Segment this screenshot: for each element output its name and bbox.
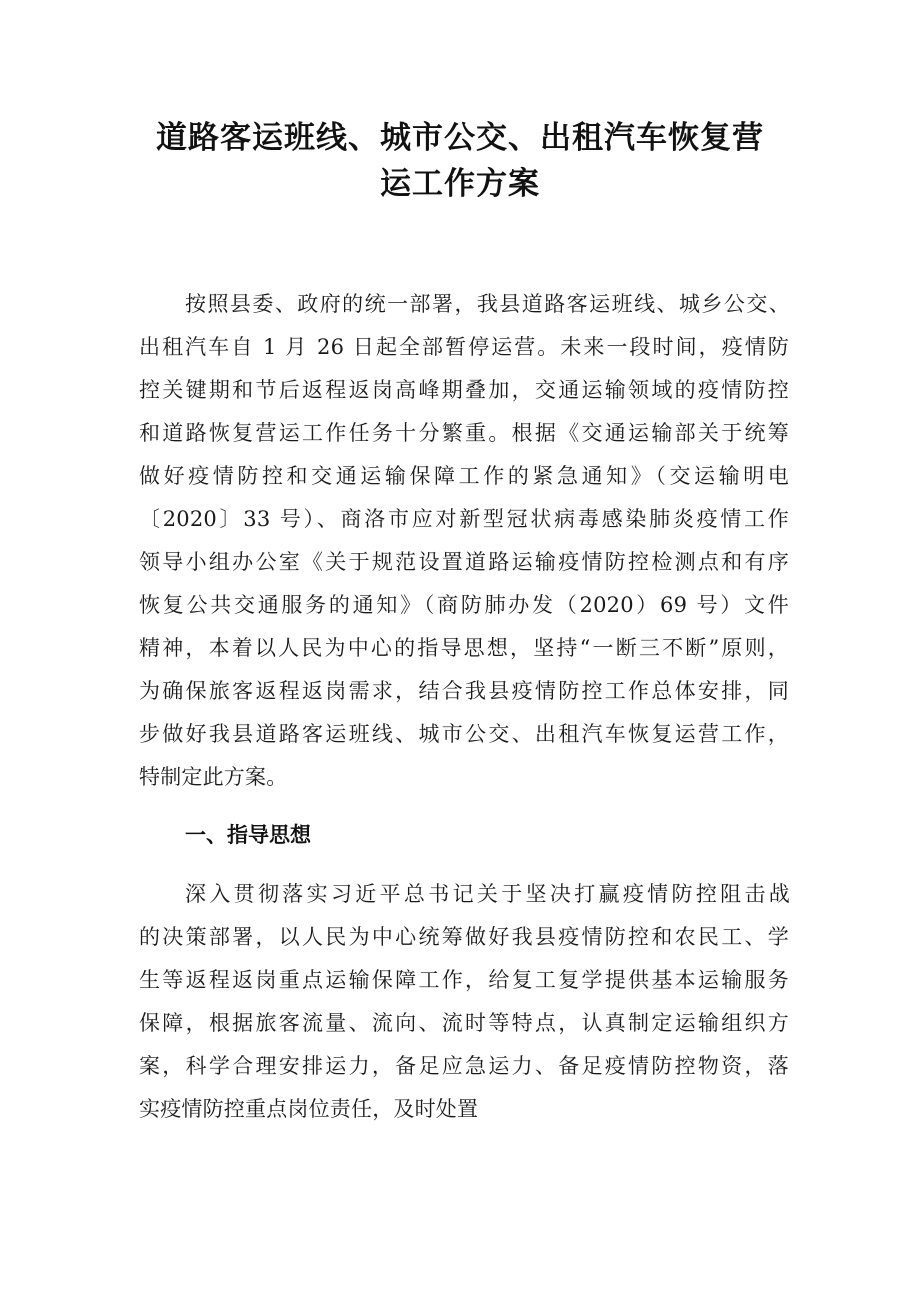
- paragraph-1-line: 和道路恢复营运工作任务十分繁重。根据《交通运输部关于统筹: [139, 421, 789, 445]
- paragraph-1-line: 特制定此方案。: [139, 765, 288, 789]
- paragraph-2-line: 深入贯彻落实习近平总书记关于坚决打赢疫情防控阻击战: [185, 882, 790, 906]
- paragraph-2-line: 的决策部署，以人民为中心统筹做好我县疫情防控和农民工、学: [139, 925, 789, 949]
- section-heading-guiding-ideology: 一、指导思想: [185, 823, 311, 847]
- paragraph-2-line: 保障，根据旅客流量、流向、流时等特点，认真制定运输组织方: [139, 1011, 789, 1035]
- paragraph-2-line: 案，科学合理安排运力，备足应急运力、备足疫情防控物资，落: [139, 1054, 789, 1078]
- paragraph-2-line: 生等返程返岗重点运输保障工作，给复工复学提供基本运输服务: [139, 968, 789, 992]
- paragraph-1-line: 按照县委、政府的统一部署，我县道路客运班线、城乡公交、: [185, 292, 790, 316]
- paragraph-1-line: 控关键期和节后返程返岗高峰期叠加，交通运输领域的疫情防控: [139, 378, 789, 402]
- paragraph-2-line: 实疫情防控重点岗位责任，及时处置: [139, 1097, 479, 1121]
- paragraph-1-line: 领导小组办公室《关于规范设置道路运输疫情防控检测点和有序: [139, 550, 789, 574]
- paragraph-1-line: 步做好我县道路客运班线、城市公交、出租汽车恢复运营工作，: [139, 722, 789, 746]
- document-title-line-1: 道路客运班线、城市公交、出租汽车恢复营: [156, 120, 764, 156]
- paragraph-1-line: 恢复公共交通服务的通知》（商防肺办发（2020）69 号）文件: [139, 593, 789, 617]
- paragraph-1-line: 〔2020〕33 号）、商洛市应对新型冠状病毒感染肺炎疫情工作: [139, 507, 789, 531]
- paragraph-1-line: 出租汽车自 1 月 26 日起全部暂停运营。未来一段时间，疫情防: [139, 335, 789, 359]
- document-title-line-2: 运工作方案: [380, 166, 540, 202]
- paragraph-1-line: 为确保旅客返程返岗需求，结合我县疫情防控工作总体安排，同: [139, 679, 789, 703]
- paragraph-1-line: 做好疫情防控和交通运输保障工作的紧急通知》（交运输明电: [139, 464, 789, 488]
- paragraph-1-line: 精神，本着以人民为中心的指导思想，坚持“一断三不断”原则，: [139, 636, 789, 660]
